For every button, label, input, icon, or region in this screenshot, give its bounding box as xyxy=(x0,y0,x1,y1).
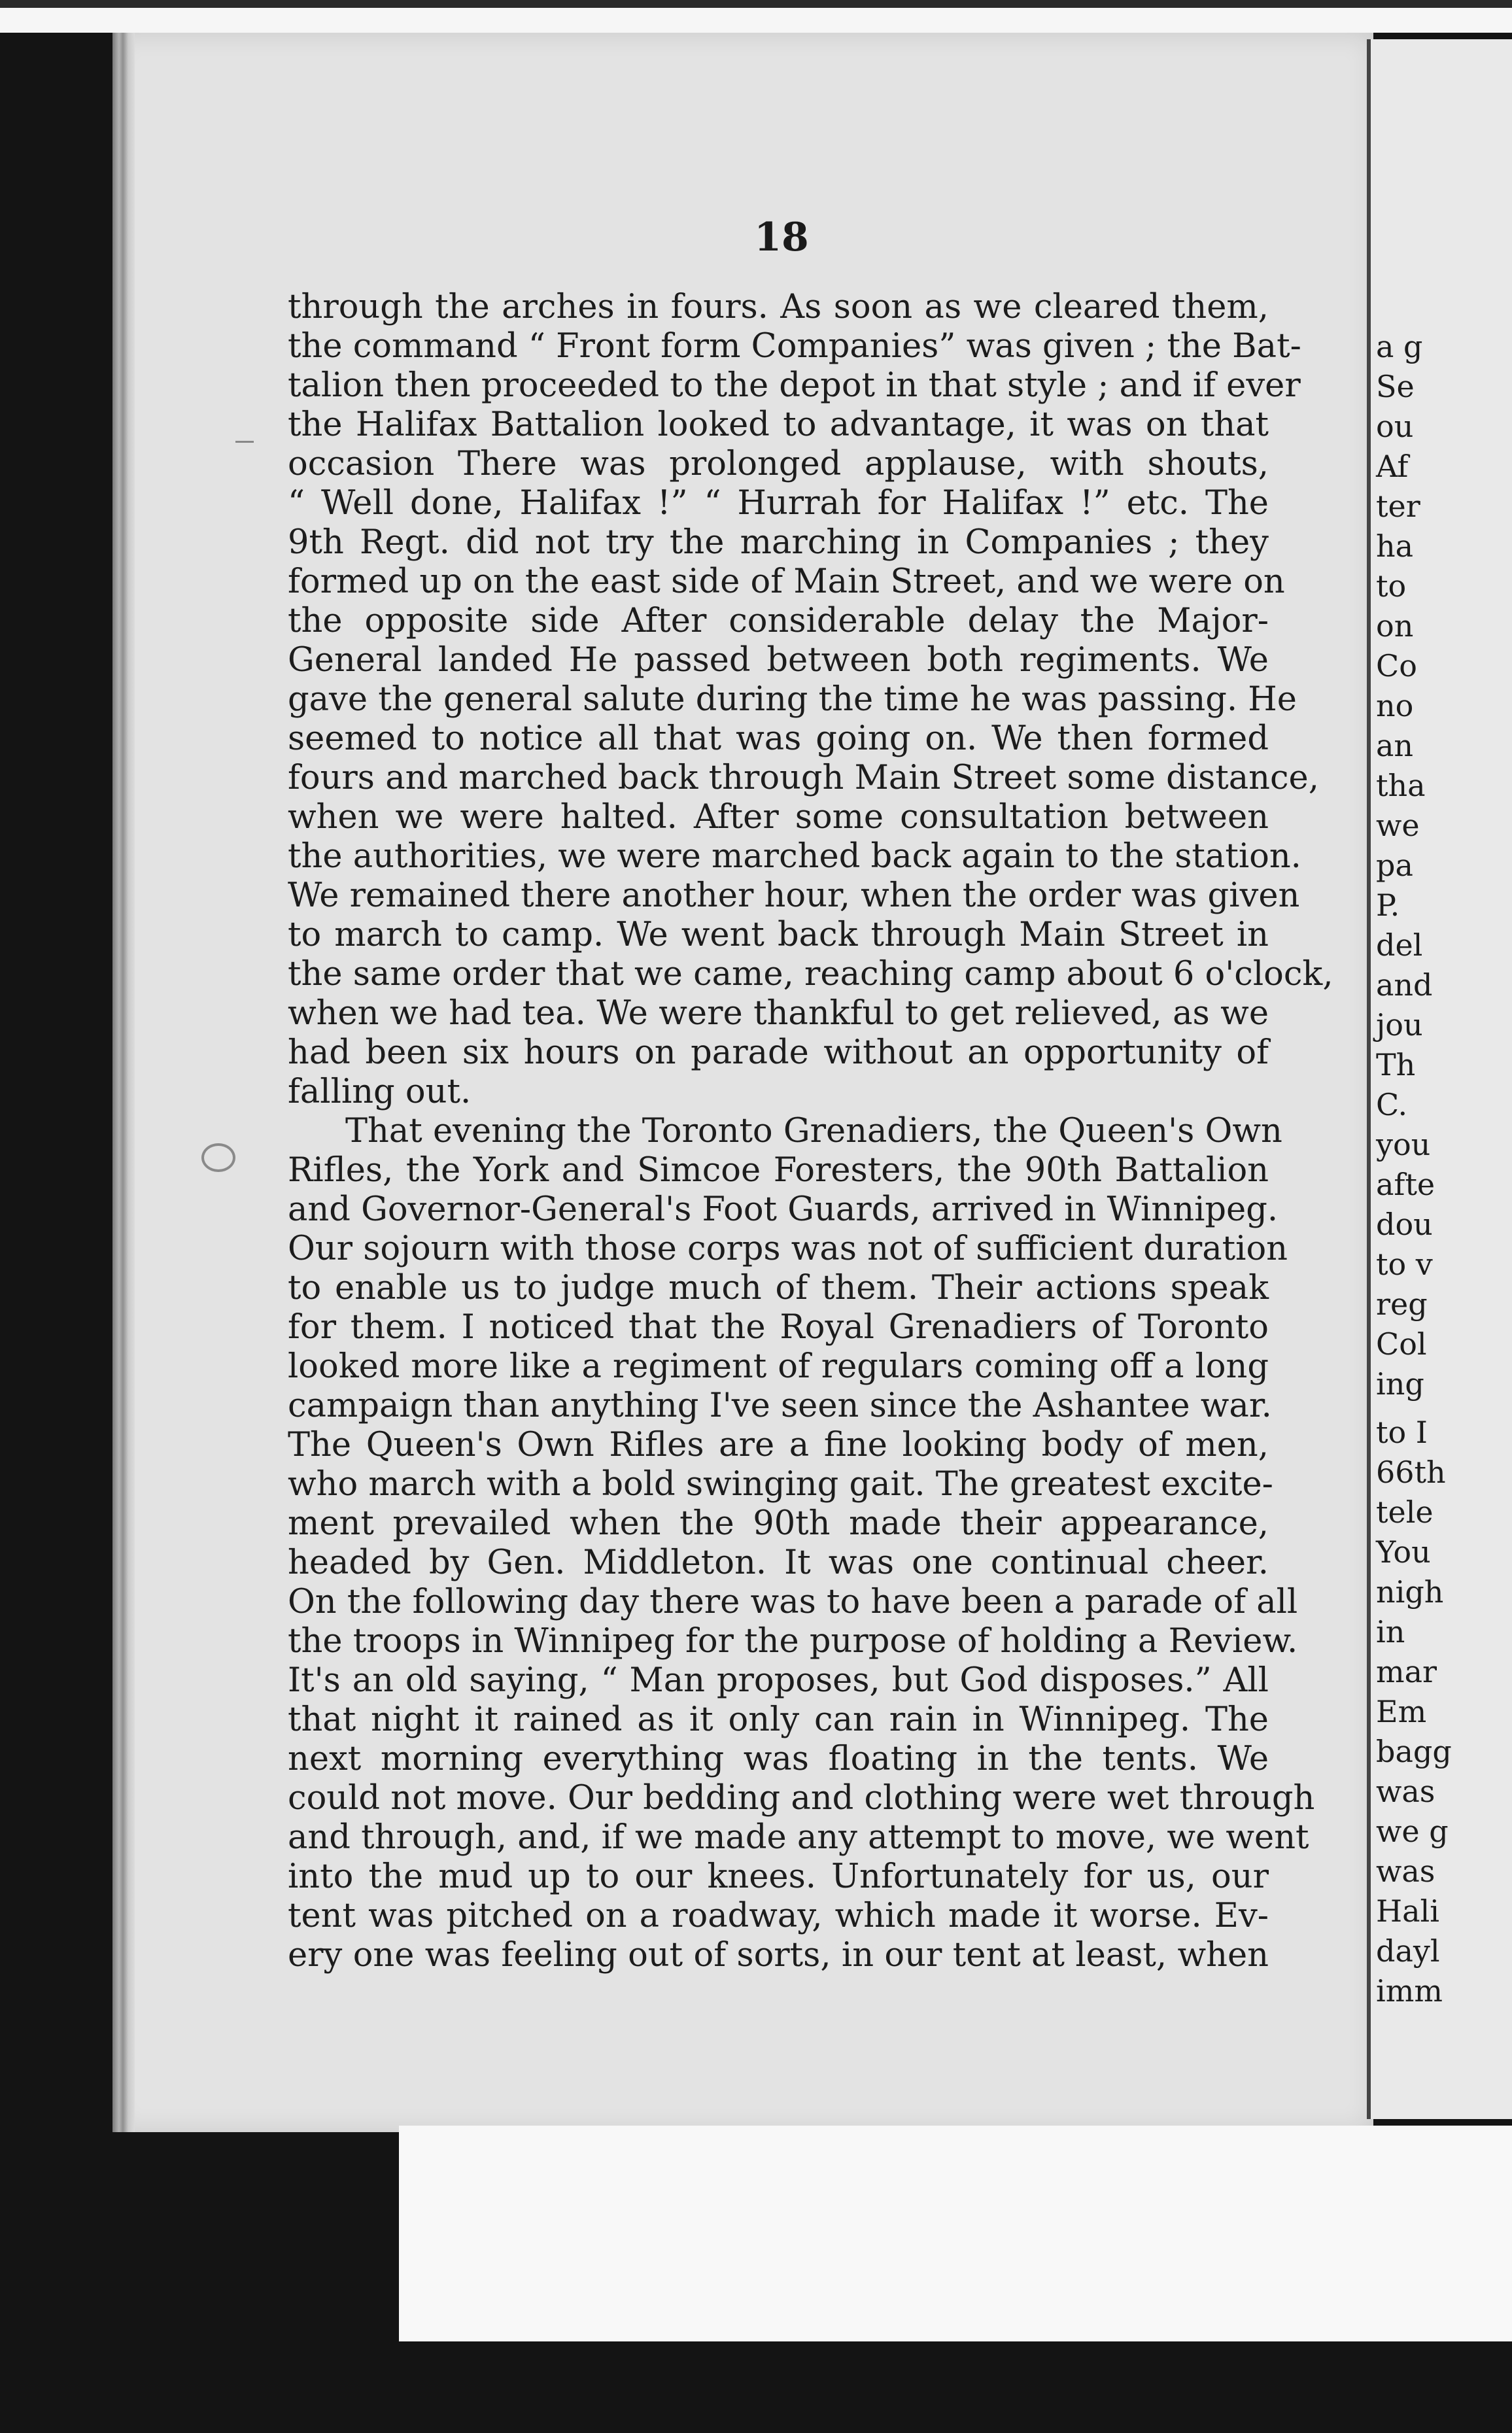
facing-page-text-top xyxy=(1376,327,1435,1404)
facing-page-line: to v xyxy=(1376,1247,1433,1282)
text-line: looked more like a regiment of regulars coming off a long xyxy=(288,1347,1269,1386)
text-line: the command “ Front form Companies” was given ; the Bat- xyxy=(288,327,1301,366)
text-line: when we had tea. We were thankful to get relieved, as we xyxy=(288,994,1269,1033)
text-line: could not move. Our bedding and clothing were wet through xyxy=(288,1779,1315,1818)
paper-blemish xyxy=(201,1143,235,1172)
facing-page-line: ing xyxy=(1376,1366,1424,1402)
facing-page-line: tele xyxy=(1376,1494,1434,1530)
facing-page-line: 66th xyxy=(1376,1455,1446,1490)
text-line: headed by Gen. Middleton. It was one continual cheer. xyxy=(288,1544,1269,1582)
text-line: the Halifax Battalion looked to advantage, it was on that xyxy=(288,406,1269,444)
text-line: We remained there another hour, when the order was given xyxy=(288,876,1300,915)
text-line: talion then proceeded to the depot in that style ; and if ever xyxy=(288,366,1301,405)
text-line: had been six hours on parade without an opportunity of xyxy=(288,1033,1269,1072)
facing-page-line: Em xyxy=(1376,1694,1427,1729)
text-line: into the mud up to our knees. Unfortunately for us, our xyxy=(288,1857,1269,1896)
facing-page-line: pa xyxy=(1376,848,1413,883)
facing-page-line: Hali xyxy=(1376,1893,1439,1929)
facing-page-line: ha xyxy=(1376,528,1414,564)
text-line: the authorities, we were marched back again to the station. xyxy=(288,837,1301,876)
facing-page-line: on xyxy=(1376,608,1414,644)
text-line: “ Well done, Halifax !” “ Hurrah for Halifax !” etc. The xyxy=(288,484,1269,523)
facing-page-line: was xyxy=(1376,1854,1435,1889)
text-line: seemed to notice all that was going on. We then formed xyxy=(288,719,1269,758)
facing-page-line: Col xyxy=(1376,1326,1427,1362)
scan-top-edge xyxy=(0,0,1512,8)
facing-page-line: ter xyxy=(1376,489,1420,524)
facing-page-line: Se xyxy=(1376,369,1415,404)
text-line: tent was pitched on a roadway, which made it worse. Ev- xyxy=(288,1897,1269,1935)
facing-page-line: you xyxy=(1376,1127,1431,1162)
page-gutter xyxy=(112,33,135,2132)
text-line: That evening the Toronto Grenadiers, the Queen's Own xyxy=(345,1112,1282,1150)
facing-page-line: no xyxy=(1376,688,1414,723)
facing-page-line: del xyxy=(1376,927,1423,963)
facing-page-line: was xyxy=(1376,1774,1435,1809)
text-line: and Governor-General's Foot Guards, arrived in Winnipeg. xyxy=(288,1190,1279,1229)
text-line: formed up on the east side of Main Street, and we were on xyxy=(288,562,1285,601)
margin-mark xyxy=(235,441,254,443)
facing-page-line: nigh xyxy=(1376,1574,1444,1610)
text-line: Our sojourn with those corps was not of sufficient duration xyxy=(288,1230,1288,1268)
facing-page-line: You xyxy=(1376,1534,1431,1570)
text-line: next morning everything was floating in the tents. We xyxy=(288,1740,1269,1778)
text-line: through the arches in fours. As soon as we cleared them, xyxy=(288,288,1269,326)
text-line: when we were halted. After some consultation between xyxy=(288,798,1269,837)
text-line: falling out. xyxy=(288,1073,472,1111)
text-line: gave the general salute during the time he was passing. He xyxy=(288,680,1297,719)
facing-page-line: we xyxy=(1376,808,1420,843)
text-line: occasion There was prolonged applause, with shouts, xyxy=(288,445,1269,483)
facing-page-line: P. xyxy=(1376,888,1400,923)
facing-page-line: jou xyxy=(1376,1007,1423,1043)
text-line: The Queen's Own Rifles are a fine looking body of men, xyxy=(288,1426,1269,1464)
text-line: General landed He passed between both regiments. We xyxy=(288,641,1269,680)
facing-page-line: we g xyxy=(1376,1814,1449,1849)
text-line: On the following day there was to have been a parade of all xyxy=(288,1583,1298,1621)
facing-page-line: dayl xyxy=(1376,1933,1440,1969)
facing-page-line: Af xyxy=(1376,449,1409,484)
facing-page-line: to xyxy=(1376,568,1407,604)
text-line: the opposite side After considerable delay the Major- xyxy=(288,602,1269,640)
facing-page-line: a g xyxy=(1376,329,1423,364)
text-line: that night it rained as it only can rain in Winnipeg. The xyxy=(288,1700,1269,1739)
text-line: to enable us to judge much of them. Their actions speak xyxy=(288,1269,1269,1307)
text-line: ery one was feeling out of sorts, in our tent at least, when xyxy=(288,1936,1269,1975)
facing-page-line: and xyxy=(1376,967,1433,1003)
page-number: 18 xyxy=(754,215,809,260)
facing-page-line: dou xyxy=(1376,1207,1433,1242)
text-line: campaign than anything I've seen since the Ashantee war. xyxy=(288,1387,1272,1425)
facing-page-line: mar xyxy=(1376,1654,1437,1689)
text-line: to march to camp. We went back through Main Street in xyxy=(288,916,1269,954)
facing-page-line: Th xyxy=(1376,1047,1416,1082)
scan-top-strip xyxy=(0,0,1512,33)
facing-page-line: ou xyxy=(1376,409,1414,444)
facing-page-line: tha xyxy=(1376,768,1426,803)
facing-page-line: in xyxy=(1376,1614,1405,1649)
text-line: fours and marched back through Main Street some distance, xyxy=(288,759,1319,797)
text-line: for them. I noticed that the Royal Grenadiers of Toronto xyxy=(288,1308,1269,1347)
facing-page-text-bottom xyxy=(1376,1413,1452,2011)
facing-page-line: afte xyxy=(1376,1167,1435,1202)
facing-page-line: imm xyxy=(1376,1973,1443,2009)
scan-bottom-paper xyxy=(399,2126,1512,2341)
text-line: and through, and, if we made any attempt to move, we went xyxy=(288,1818,1309,1857)
facing-page-line: C. xyxy=(1376,1087,1408,1122)
facing-page-fragment xyxy=(1367,39,1512,2119)
facing-page-line: reg xyxy=(1376,1286,1428,1322)
facing-page-line: to I xyxy=(1376,1415,1428,1450)
page-body-text xyxy=(288,288,1333,1975)
facing-page-line: bagg xyxy=(1376,1734,1452,1769)
text-line: the troops in Winnipeg for the purpose of holding a Review. xyxy=(288,1622,1298,1661)
facing-page-line: Co xyxy=(1376,648,1417,683)
text-line: the same order that we came, reaching camp about 6 o'clock, xyxy=(288,955,1333,993)
text-line: Rifles, the York and Simcoe Foresters, the 90th Battalion xyxy=(288,1151,1269,1190)
text-line: ment prevailed when the 90th made their appearance, xyxy=(288,1504,1269,1543)
text-line: who march with a bold swinging gait. The greatest excite- xyxy=(288,1465,1273,1504)
text-line: It's an old saying, “ Man proposes, but God disposes.” All xyxy=(288,1661,1269,1700)
facing-page-line: an xyxy=(1376,728,1414,763)
text-line: 9th Regt. did not try the marching in Companies ; they xyxy=(288,523,1269,562)
